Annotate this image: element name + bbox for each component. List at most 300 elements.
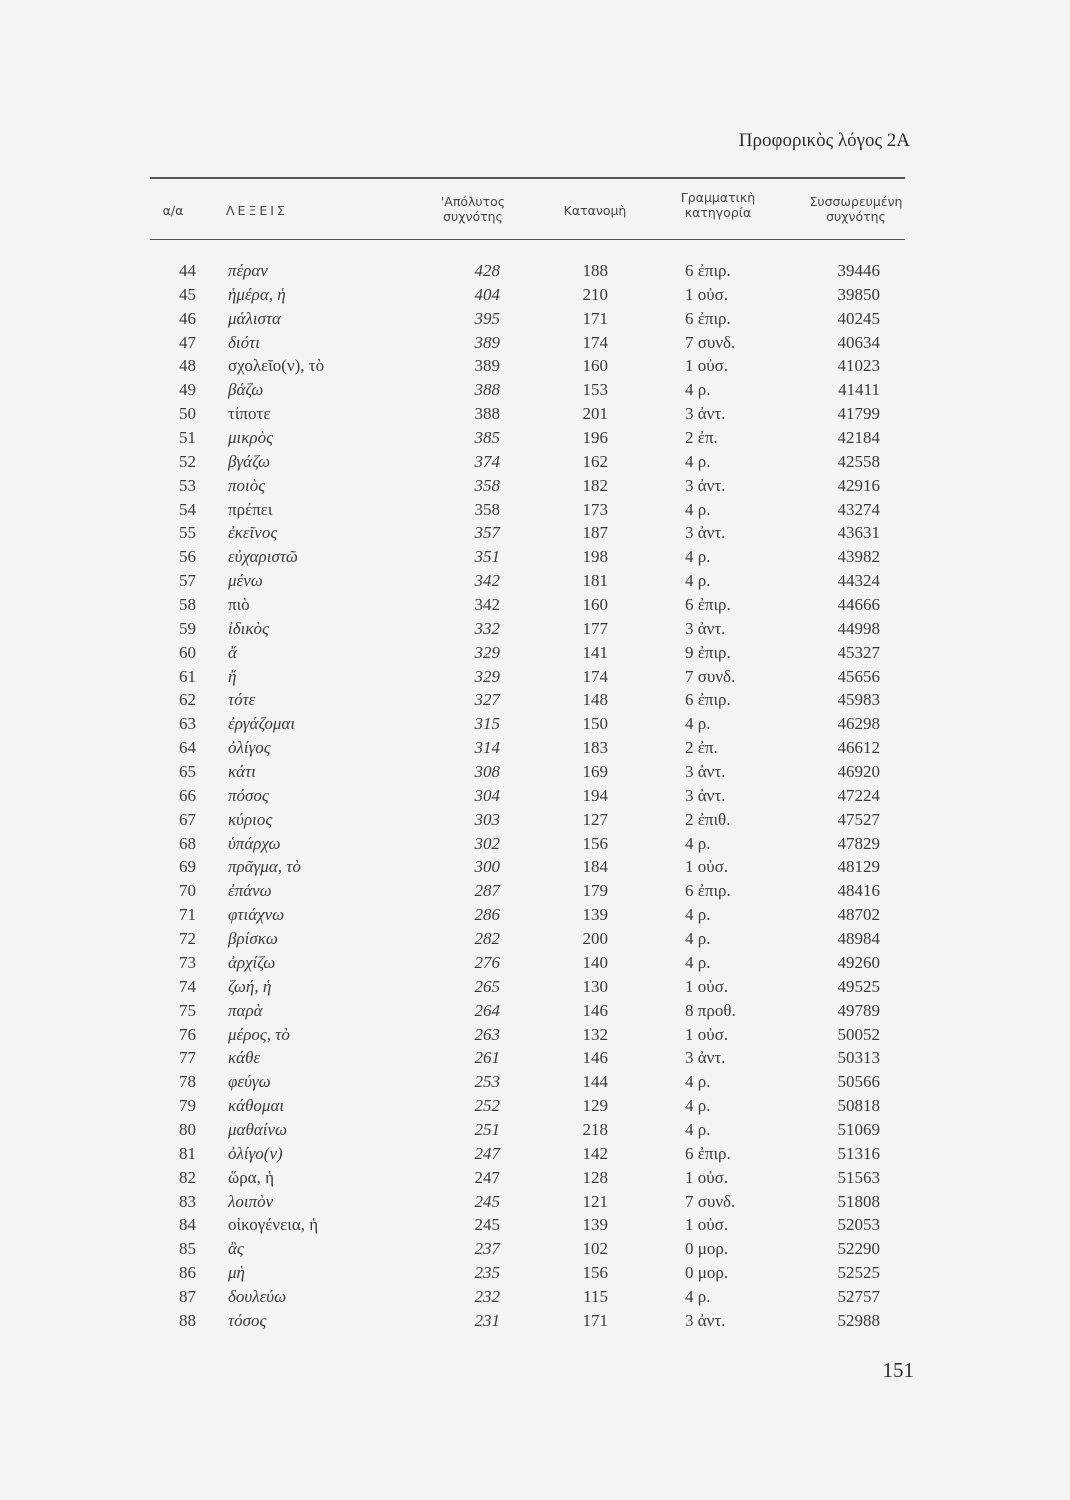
header-abs-freq-line1: 'Απόλυτος [440, 194, 506, 209]
row-distribution: 182 [582, 475, 608, 495]
row-distribution: 140 [582, 952, 608, 972]
row-number: 75 [179, 1000, 196, 1020]
row-grammatical-category: 6 ἐπιρ. [685, 881, 731, 901]
table-row [0, 1142, 1070, 1166]
row-distribution: 218 [582, 1119, 608, 1139]
row-absolute-frequency: 237 [474, 1239, 500, 1259]
row-grammatical-category: 8 προθ. [685, 1000, 736, 1020]
row-number: 67 [179, 809, 196, 829]
table-row [0, 307, 1070, 331]
row-cumulative-frequency: 51069 [837, 1119, 880, 1139]
row-grammatical-category: 1 οὐσ. [685, 1024, 729, 1044]
row-grammatical-category: 4 ρ. [685, 1072, 711, 1092]
row-absolute-frequency: 358 [474, 499, 500, 519]
row-cumulative-frequency: 46920 [837, 762, 880, 782]
table-row [0, 641, 1070, 665]
row-number: 79 [179, 1096, 196, 1116]
row-absolute-frequency: 231 [474, 1310, 500, 1330]
header-cumulative-freq [796, 194, 916, 224]
row-grammatical-category: 6 ἐπιρ. [685, 690, 731, 710]
table-row [0, 1213, 1070, 1237]
row-word: φτιάχνω [228, 905, 285, 925]
row-distribution: 139 [582, 905, 608, 925]
row-grammatical-category: 9 ἐπιρ. [685, 642, 731, 662]
table-row [0, 1094, 1070, 1118]
row-grammatical-category: 1 οὐσ. [685, 857, 729, 877]
row-number: 60 [179, 642, 196, 662]
row-absolute-frequency: 315 [474, 714, 500, 734]
row-cumulative-frequency: 52525 [837, 1263, 880, 1283]
table-row [0, 474, 1070, 498]
row-number: 44 [179, 261, 196, 280]
row-word: ὀλίγο(ν) [228, 1143, 283, 1163]
row-absolute-frequency: 327 [474, 690, 500, 710]
row-number: 49 [179, 380, 196, 400]
row-cumulative-frequency: 40245 [837, 308, 880, 328]
row-number: 74 [179, 976, 196, 996]
row-distribution: 169 [582, 762, 608, 782]
table-row [0, 545, 1070, 569]
row-number: 56 [179, 547, 196, 567]
row-cumulative-frequency: 43631 [837, 523, 880, 543]
row-number: 47 [179, 332, 196, 352]
row-absolute-frequency: 265 [474, 976, 500, 996]
row-absolute-frequency: 374 [474, 451, 500, 471]
row-number: 84 [179, 1215, 196, 1235]
table-row [0, 665, 1070, 689]
table-row [0, 331, 1070, 355]
table-row [0, 378, 1070, 402]
row-absolute-frequency: 245 [474, 1215, 500, 1235]
table-row [0, 354, 1070, 378]
header-distribution: Κατανομὴ [563, 203, 627, 218]
row-cumulative-frequency: 48416 [837, 881, 880, 901]
table-row [0, 951, 1070, 975]
row-number: 46 [179, 308, 196, 328]
row-word: εὐχαριστῶ [228, 547, 298, 567]
row-word: κάθομαι [228, 1096, 285, 1116]
table-row [0, 784, 1070, 808]
row-distribution: 171 [582, 308, 608, 328]
row-absolute-frequency: 385 [474, 428, 500, 448]
row-distribution: 144 [582, 1072, 608, 1092]
row-distribution: 142 [582, 1143, 608, 1163]
row-number: 87 [179, 1286, 196, 1306]
row-word: μένω [228, 571, 263, 591]
row-word: βάζω [228, 380, 264, 400]
row-cumulative-frequency: 44324 [837, 571, 880, 591]
table-row [0, 736, 1070, 760]
table-row [0, 808, 1070, 832]
row-grammatical-category: 1 οὐσ. [685, 356, 729, 376]
table-row [0, 259, 1070, 283]
row-number: 68 [179, 833, 196, 853]
row-word: διότι [228, 332, 260, 352]
row-word: τότε [228, 690, 256, 710]
table-row [0, 498, 1070, 522]
row-word: κύριος [228, 809, 273, 829]
row-word: ἂς [228, 1239, 244, 1259]
row-cumulative-frequency: 39446 [837, 261, 880, 280]
row-absolute-frequency: 253 [474, 1072, 500, 1092]
row-number: 72 [179, 929, 196, 949]
table-row [0, 617, 1070, 641]
row-absolute-frequency: 329 [474, 642, 500, 662]
row-distribution: 184 [582, 857, 608, 877]
row-number: 62 [179, 690, 196, 710]
row-grammatical-category: 3 ἀντ. [685, 404, 726, 424]
row-cumulative-frequency: 52988 [837, 1310, 880, 1330]
table-row [0, 1309, 1070, 1333]
row-absolute-frequency: 314 [474, 738, 500, 758]
table-row [0, 879, 1070, 903]
header-abs-freq-line2: συχνότης [443, 209, 503, 224]
row-grammatical-category: 2 ἐπ. [685, 738, 718, 758]
row-absolute-frequency: 304 [474, 785, 500, 805]
row-absolute-frequency: 286 [474, 905, 500, 925]
row-number: 83 [179, 1191, 196, 1211]
row-cumulative-frequency: 47224 [837, 785, 880, 805]
row-absolute-frequency: 329 [474, 666, 500, 686]
header-bottom-rule [150, 239, 905, 240]
row-grammatical-category: 3 ἀντ. [685, 1048, 726, 1068]
row-distribution: 171 [582, 1310, 608, 1330]
row-cumulative-frequency: 46612 [837, 738, 880, 758]
row-number: 86 [179, 1263, 196, 1283]
row-grammatical-category: 1 οὐσ. [685, 1167, 729, 1187]
row-number: 59 [179, 618, 196, 638]
table-row [0, 1118, 1070, 1142]
row-word: ποιὸς [228, 475, 266, 495]
row-cumulative-frequency: 49789 [837, 1000, 880, 1020]
header-gram-line2: κατηγορία [684, 205, 752, 220]
row-number: 48 [179, 356, 196, 376]
row-cumulative-frequency: 42916 [837, 475, 880, 495]
row-distribution: 183 [582, 738, 608, 758]
row-distribution: 188 [582, 261, 608, 280]
row-number: 70 [179, 881, 196, 901]
row-distribution: 156 [582, 1263, 608, 1283]
row-absolute-frequency: 252 [474, 1096, 500, 1116]
row-absolute-frequency: 428 [474, 261, 500, 280]
row-absolute-frequency: 303 [474, 809, 500, 829]
header-gram-line1: Γραμματικὴ [680, 190, 756, 205]
row-grammatical-category: 7 συνδ. [685, 1191, 736, 1211]
row-word: μέρος, τὸ [228, 1024, 290, 1044]
row-cumulative-frequency: 45656 [837, 666, 880, 686]
row-grammatical-category: 4 ρ. [685, 1119, 711, 1139]
row-absolute-frequency: 300 [474, 857, 500, 877]
row-word: ἰδικὸς [228, 618, 269, 638]
row-grammatical-category: 2 ἐπ. [685, 428, 718, 448]
row-grammatical-category: 4 ρ. [685, 952, 711, 972]
row-distribution: 121 [582, 1191, 608, 1211]
row-number: 58 [179, 595, 196, 615]
row-absolute-frequency: 388 [474, 404, 500, 424]
row-distribution: 129 [582, 1096, 608, 1116]
row-absolute-frequency: 263 [474, 1024, 500, 1044]
row-distribution: 127 [582, 809, 608, 829]
row-word: ἐργάζομαι [228, 714, 296, 734]
row-distribution: 156 [582, 833, 608, 853]
table-row [0, 1166, 1070, 1190]
row-absolute-frequency: 245 [474, 1191, 500, 1211]
row-cumulative-frequency: 42558 [837, 451, 880, 471]
row-grammatical-category: 4 ρ. [685, 1286, 711, 1306]
row-distribution: 160 [582, 595, 608, 615]
table-row [0, 569, 1070, 593]
row-distribution: 146 [582, 1048, 608, 1068]
row-grammatical-category: 1 οὐσ. [685, 1215, 729, 1235]
row-cumulative-frequency: 41023 [837, 356, 880, 376]
row-absolute-frequency: 251 [474, 1119, 500, 1139]
row-number: 81 [179, 1143, 196, 1163]
row-number: 57 [179, 571, 196, 591]
row-number: 82 [179, 1167, 196, 1187]
word-table [0, 259, 1070, 1333]
row-word: μὴ [228, 1263, 245, 1283]
row-cumulative-frequency: 51316 [837, 1143, 880, 1163]
running-head: Προφορικὸς λόγος 2Α [738, 130, 910, 151]
row-grammatical-category: 6 ἐπιρ. [685, 595, 731, 615]
header-cum-line1: Συσσωρευμένη [809, 194, 903, 209]
row-cumulative-frequency: 51563 [837, 1167, 880, 1187]
row-distribution: 162 [582, 451, 608, 471]
row-absolute-frequency: 389 [474, 332, 500, 352]
row-cumulative-frequency: 39850 [837, 284, 880, 304]
table-row [0, 1046, 1070, 1070]
row-distribution: 174 [582, 666, 608, 686]
row-absolute-frequency: 247 [474, 1143, 500, 1163]
row-distribution: 174 [582, 332, 608, 352]
row-absolute-frequency: 342 [474, 595, 500, 615]
row-word: ἀρχίζω [228, 952, 276, 972]
row-cumulative-frequency: 52290 [837, 1239, 880, 1259]
row-cumulative-frequency: 47829 [837, 833, 880, 853]
row-number: 53 [179, 475, 196, 495]
row-cumulative-frequency: 43982 [837, 547, 880, 567]
row-number: 73 [179, 952, 196, 972]
row-cumulative-frequency: 45327 [837, 642, 880, 662]
row-cumulative-frequency: 43274 [837, 499, 880, 519]
row-word: ἤ [228, 666, 237, 686]
page-number: 151 [882, 1358, 914, 1382]
row-number: 63 [179, 714, 196, 734]
row-grammatical-category: 7 συνδ. [685, 332, 736, 352]
row-absolute-frequency: 351 [474, 547, 500, 567]
row-grammatical-category: 4 ρ. [685, 1096, 711, 1116]
row-distribution: 196 [582, 428, 608, 448]
row-distribution: 153 [582, 380, 608, 400]
table-row [0, 999, 1070, 1023]
table-row [0, 832, 1070, 856]
row-word: παρὰ [228, 1000, 263, 1020]
row-distribution: 102 [582, 1239, 608, 1259]
table-row [0, 593, 1070, 617]
row-cumulative-frequency: 48129 [837, 857, 880, 877]
row-word: τίποτε [228, 404, 271, 424]
row-number: 54 [179, 499, 196, 519]
row-word: βρίσκω [228, 929, 278, 949]
row-word: πρέπει [228, 499, 273, 519]
row-absolute-frequency: 287 [474, 881, 500, 901]
row-grammatical-category: 4 ρ. [685, 571, 711, 591]
table-row [0, 1285, 1070, 1309]
table-row [0, 760, 1070, 784]
table-top-rule [150, 177, 905, 179]
row-absolute-frequency: 302 [474, 833, 500, 853]
row-cumulative-frequency: 44998 [837, 618, 880, 638]
row-word: πέραν [228, 261, 268, 280]
row-absolute-frequency: 342 [474, 571, 500, 591]
row-grammatical-category: 4 ρ. [685, 714, 711, 734]
row-grammatical-category: 4 ρ. [685, 833, 711, 853]
table-row [0, 283, 1070, 307]
row-grammatical-category: 3 ἀντ. [685, 618, 726, 638]
table-row [0, 402, 1070, 426]
row-grammatical-category: 6 ἐπιρ. [685, 308, 731, 328]
row-grammatical-category: 3 ἀντ. [685, 1310, 726, 1330]
row-grammatical-category: 4 ρ. [685, 905, 711, 925]
row-cumulative-frequency: 49525 [837, 976, 880, 996]
row-word: ἄ [228, 642, 237, 662]
row-number: 77 [179, 1048, 196, 1068]
row-distribution: 132 [582, 1024, 608, 1044]
table-row [0, 927, 1070, 951]
row-word: ὑπάρχω [228, 833, 281, 853]
row-absolute-frequency: 282 [474, 929, 500, 949]
row-grammatical-category: 2 ἐπιθ. [685, 809, 731, 829]
row-word: φεύγω [228, 1072, 271, 1092]
row-word: βγάζω [228, 451, 271, 471]
row-number: 80 [179, 1119, 196, 1139]
table-row [0, 450, 1070, 474]
row-distribution: 173 [582, 499, 608, 519]
row-word: ἐπάνω [228, 881, 272, 901]
header-word: ΛΕΞΕΙΣ [226, 203, 288, 218]
row-word: πόσος [228, 785, 269, 805]
row-grammatical-category: 3 ἀντ. [685, 523, 726, 543]
row-number: 61 [179, 666, 196, 686]
row-cumulative-frequency: 52757 [837, 1286, 880, 1306]
row-number: 45 [179, 284, 196, 304]
header-abs-freq [428, 194, 518, 224]
table-row [0, 1190, 1070, 1214]
row-word: μαθαίνω [228, 1119, 288, 1139]
row-absolute-frequency: 332 [474, 618, 500, 638]
row-grammatical-category: 4 ρ. [685, 929, 711, 949]
row-grammatical-category: 0 μορ. [685, 1263, 729, 1283]
row-cumulative-frequency: 45983 [837, 690, 880, 710]
row-absolute-frequency: 395 [474, 308, 500, 328]
row-number: 76 [179, 1024, 196, 1044]
row-number: 88 [179, 1310, 196, 1330]
row-distribution: 115 [583, 1286, 608, 1306]
table-row [0, 855, 1070, 879]
header-num: α/α [162, 203, 184, 218]
row-distribution: 146 [582, 1000, 608, 1020]
row-word: ἐκεῖνος [228, 523, 278, 543]
row-word: ὀλίγος [228, 738, 271, 758]
row-number: 50 [179, 404, 196, 424]
row-grammatical-category: 3 ἀντ. [685, 762, 726, 782]
row-cumulative-frequency: 52053 [837, 1215, 880, 1235]
row-absolute-frequency: 247 [474, 1167, 500, 1187]
row-absolute-frequency: 358 [474, 475, 500, 495]
row-cumulative-frequency: 48702 [837, 905, 880, 925]
row-cumulative-frequency: 47527 [837, 809, 880, 829]
row-distribution: 201 [582, 404, 608, 424]
header-cum-line2: συχνότης [826, 209, 886, 224]
row-grammatical-category: 7 συνδ. [685, 666, 736, 686]
row-grammatical-category: 1 οὐσ. [685, 284, 729, 304]
row-word: ἡμέρα, ἡ [228, 284, 286, 304]
row-word: πιὸ [228, 595, 250, 615]
row-number: 51 [179, 428, 196, 448]
row-distribution: 141 [582, 642, 608, 662]
table-row [0, 975, 1070, 999]
row-distribution: 128 [582, 1167, 608, 1187]
row-word: ὥρα, ἡ [228, 1167, 274, 1187]
row-distribution: 150 [582, 714, 608, 734]
row-word: κάθε [228, 1048, 261, 1068]
row-grammatical-category: 4 ρ. [685, 380, 711, 400]
row-cumulative-frequency: 50313 [837, 1048, 880, 1068]
table-row [0, 521, 1070, 545]
row-cumulative-frequency: 44666 [837, 595, 880, 615]
row-word: δουλεύω [228, 1286, 287, 1306]
row-cumulative-frequency: 50818 [837, 1096, 880, 1116]
row-absolute-frequency: 388 [474, 380, 500, 400]
table-row [0, 1023, 1070, 1047]
row-number: 78 [179, 1072, 196, 1092]
row-word: μάλιστα [228, 308, 281, 328]
row-absolute-frequency: 261 [474, 1048, 500, 1068]
table-row [0, 712, 1070, 736]
row-distribution: 139 [582, 1215, 608, 1235]
row-distribution: 160 [582, 356, 608, 376]
row-absolute-frequency: 235 [474, 1263, 500, 1283]
row-grammatical-category: 4 ρ. [685, 547, 711, 567]
table-row [0, 426, 1070, 450]
table-row [0, 688, 1070, 712]
row-number: 55 [179, 523, 196, 543]
row-absolute-frequency: 276 [474, 952, 500, 972]
row-grammatical-category: 6 ἐπιρ. [685, 261, 731, 280]
row-grammatical-category: 4 ρ. [685, 499, 711, 519]
row-word: κάτι [228, 762, 256, 782]
row-number: 65 [179, 762, 196, 782]
row-absolute-frequency: 357 [474, 523, 500, 543]
row-cumulative-frequency: 46298 [837, 714, 880, 734]
row-word: τόσος [228, 1310, 267, 1330]
row-absolute-frequency: 308 [474, 762, 500, 782]
row-cumulative-frequency: 41411 [838, 380, 880, 400]
row-cumulative-frequency: 51808 [837, 1191, 880, 1211]
table-row [0, 1261, 1070, 1285]
row-cumulative-frequency: 48984 [837, 929, 880, 949]
table-row [0, 1070, 1070, 1094]
row-word: σχολεῖο(ν), τὸ [228, 356, 325, 376]
row-absolute-frequency: 264 [474, 1000, 500, 1020]
row-cumulative-frequency: 50566 [837, 1072, 880, 1092]
row-grammatical-category: 3 ἀντ. [685, 785, 726, 805]
row-grammatical-category: 1 οὐσ. [685, 976, 729, 996]
row-word: μικρὸς [228, 428, 273, 448]
row-absolute-frequency: 404 [474, 284, 500, 304]
row-grammatical-category: 6 ἐπιρ. [685, 1143, 731, 1163]
header-grammatical-category [668, 190, 768, 220]
